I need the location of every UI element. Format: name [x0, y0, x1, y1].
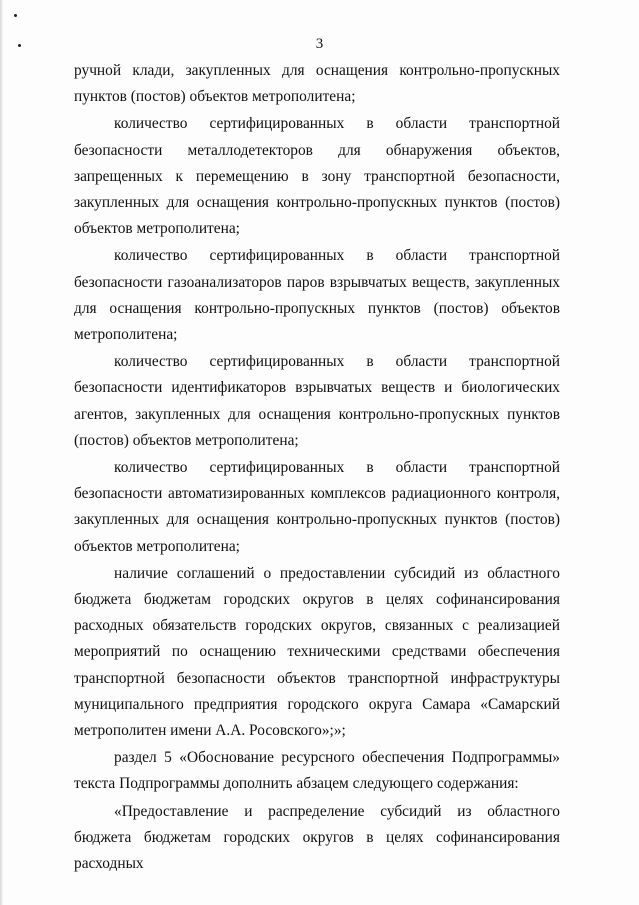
paragraph-explosive-identifiers: количество сертифицированных в области транспортной безопасности идентификаторов взрывчатых веществ и биологических агентов, закупленных для оснащения контрольно-пропускных пунктов (постов) объектов метрополитена; — [74, 353, 560, 449]
page-number: 3 — [315, 36, 324, 52]
scan-speck — [14, 14, 17, 17]
document-body — [74, 58, 560, 877]
paragraph-section-5: раздел 5 «Обоснование ресурсного обеспечения Подпрограммы» текста Подпрограммы дополнить абзацем следующего содержания: — [74, 749, 560, 793]
paragraph-metal-detectors: количество сертифицированных в области транспортной безопасности металлодетекторов для обнаружения объектов, запрещенных к перемещению в зону транспортной безопасности, закупленных для оснащения контрольно-пропускных пунктов (постов) объектов метрополитена; — [74, 115, 560, 238]
paragraph-gas-analyzers: количество сертифицированных в области транспортной безопасности газоанализаторов паров взрывчатых веществ, закупленных для оснащения контрольно-пропускных пунктов (постов) объектов метрополитена; — [74, 247, 560, 344]
paragraph-radiation-control: количество сертифицированных в области транспортной безопасности автоматизированных комплексов радиационного контроля, закупленных для оснащения контрольно-пропускных пунктов (постов) объектов метрополитена; — [74, 459, 560, 555]
paragraph-subsidy-provision: «Предоставление и распределение субсидий из областного бюджета бюджетам городских округов в целях софинансирования расходных — [74, 802, 560, 873]
scan-edge — [0, 0, 3, 905]
paragraph-hand-luggage: ручной клади, закупленных для оснащения контрольно-пропускных пунктов (постов) объектов метрополитена; — [74, 62, 560, 106]
paragraph-subsidy-agreements: наличие соглашений о предоставлении субсидий из областного бюджета бюджетам городских округов в целях софинансирования расходных обязательств городских округов, связанных с реализацией мероприятий по оснащению техническими средствами обеспечения транспортной безопасности объектов транспортной инфраструктуры муниципального предприятия городского округа Самара «Самарский метрополитен имени А.А. Росовского»;»; — [74, 564, 560, 740]
